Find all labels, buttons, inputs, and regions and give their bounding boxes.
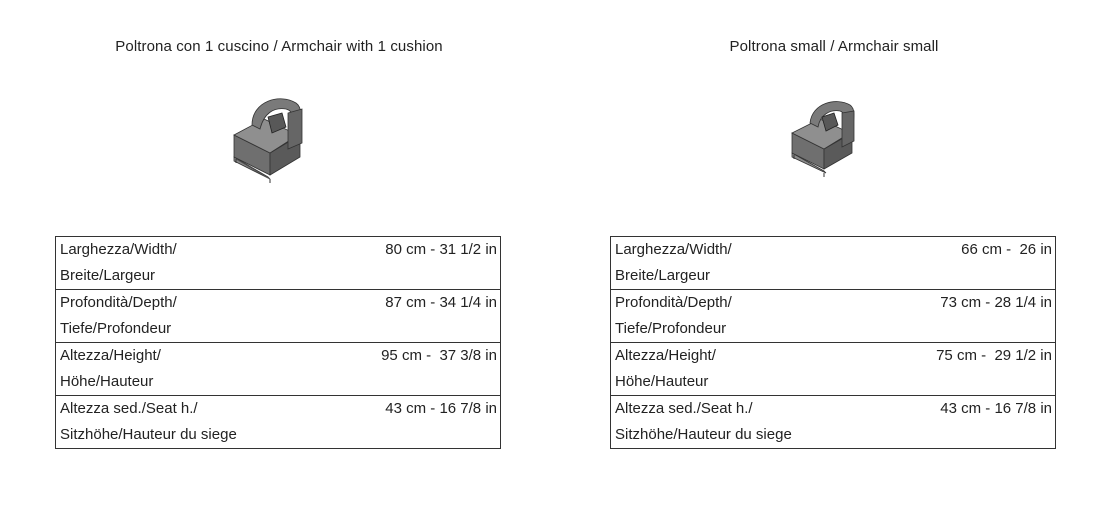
armchair-with-cushion-icon <box>230 95 306 185</box>
dimension-value: 73 cm - 28 1/4 in <box>877 290 1055 343</box>
dimension-value: 75 cm - 29 1/2 in <box>877 343 1055 396</box>
dimension-value: 87 cm - 34 1/4 in <box>322 290 500 343</box>
table-row <box>611 290 1056 343</box>
dimension-label: Profondità/Depth/ Tiefe/Profondeur <box>611 290 878 343</box>
dimension-label: Altezza sed./Seat h./ Sitzhöhe/Hauteur du siege <box>56 396 323 449</box>
dimension-label: Altezza/Height/ Höhe/Hauteur <box>56 343 323 396</box>
dimension-label: Altezza/Height/ Höhe/Hauteur <box>611 343 878 396</box>
dimension-value: 80 cm - 31 1/2 in <box>385 241 497 258</box>
table-row <box>56 396 501 449</box>
table-row <box>56 343 501 396</box>
dimension-label: Larghezza/Width/ Breite/Largeur <box>615 241 732 284</box>
spec-table <box>610 236 1056 449</box>
table-row <box>56 237 501 290</box>
dimension-value: 66 cm - 26 in <box>961 241 1052 258</box>
spec-table <box>55 236 501 449</box>
product-title: Poltrona con 1 cuscino / Armchair with 1 cushion <box>115 38 443 55</box>
table-row <box>611 237 1056 290</box>
dimension-value: 43 cm - 16 7/8 in <box>877 396 1055 449</box>
table-row <box>611 396 1056 449</box>
table-row <box>611 343 1056 396</box>
product-title: Poltrona small / Armchair small <box>729 38 939 55</box>
dimension-label: Profondità/Depth/ Tiefe/Profondeur <box>56 290 323 343</box>
dimension-value: 43 cm - 16 7/8 in <box>322 396 500 449</box>
dimension-label: Larghezza/Width/ Breite/Largeur <box>60 241 177 284</box>
dimension-value: 95 cm - 37 3/8 in <box>322 343 500 396</box>
table-row <box>56 290 501 343</box>
dimension-label: Altezza sed./Seat h./ Sitzhöhe/Hauteur du siege <box>611 396 878 449</box>
armchair-small-icon <box>788 95 864 185</box>
